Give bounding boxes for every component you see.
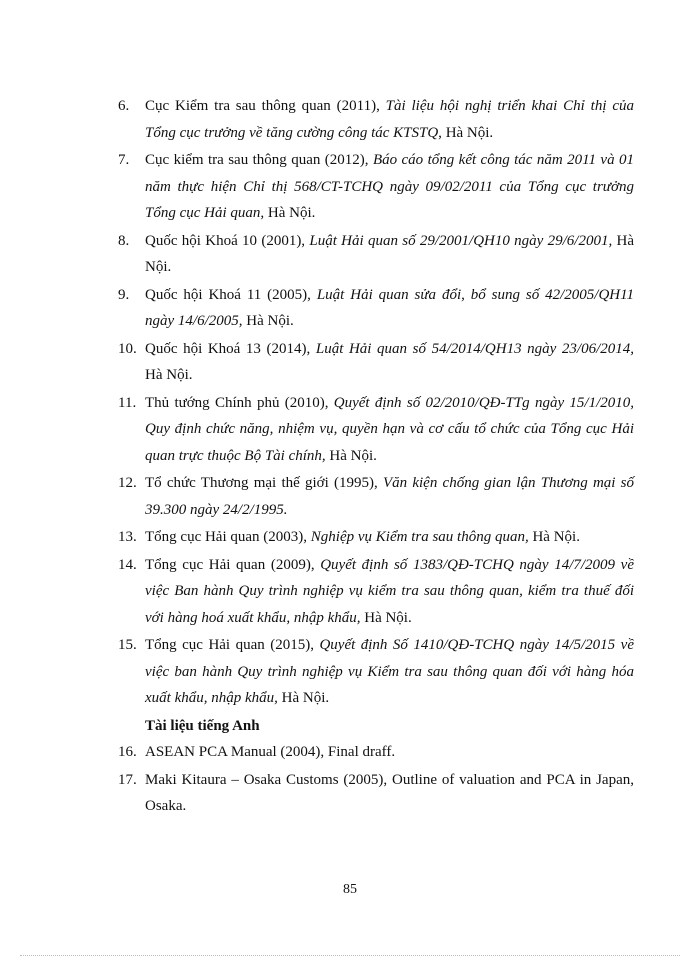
reference-author: Thủ tướng Chính phủ (2010),	[145, 394, 329, 411]
reference-item	[118, 470, 634, 523]
reference-item	[118, 228, 634, 281]
reference-number: 6.	[118, 98, 130, 114]
reference-title: Báo cáo tổng kết công tác năm 2011 và 01 năm thực hiện Chỉ thị 568/CT-TCHQ ngày 09/02/2011 của Tổng cục trưởng Tổng cục Hải quan,	[145, 152, 634, 221]
reference-item	[118, 524, 634, 551]
reference-item	[118, 739, 634, 766]
reference-title: Tài liệu hội nghị triển khai Chỉ thị của Tổng cục trưởng về tăng cường công tác KTSTQ,	[145, 98, 635, 141]
reference-item	[118, 632, 634, 712]
reference-item	[118, 147, 634, 227]
reference-place: Hà Nội.	[281, 690, 330, 706]
reference-author: Tổng cục Hải quan (2003),	[145, 529, 308, 545]
reference-item	[118, 767, 634, 820]
reference-place: Hà Nội.	[532, 529, 580, 545]
reference-text: Maki Kitaura – Osaka Customs (2005), Outline of valuation and PCA in Japan, Osaka.	[145, 771, 634, 814]
reference-number: 9.	[118, 286, 130, 303]
page-bottom-rule	[20, 955, 680, 956]
reference-number: 10.	[118, 340, 137, 357]
reference-number: 15.	[118, 637, 137, 653]
reference-place: Hà Nội.	[329, 447, 377, 464]
reference-list	[118, 93, 634, 821]
reference-author: Tổng cục Hải quan (2009),	[145, 556, 315, 573]
reference-author: Cục Kiểm tra sau thông quan (2011),	[145, 98, 380, 114]
reference-title: Quyết định số 02/2010/QĐ-TTg ngày 15/1/2010, Quy định chức năng, nhiệm vụ, quyền hạn và cơ cấu tổ chức của Tổng cục Hải quan trực thuộc Bộ Tài chính,	[145, 394, 634, 464]
reference-item	[118, 282, 634, 335]
reference-place: Hà Nội.	[445, 124, 494, 141]
reference-number: 17.	[118, 771, 137, 788]
reference-author: Tổ chức Thương mại thế giới (1995),	[145, 475, 378, 491]
reference-number: 7.	[118, 152, 130, 168]
reference-place: Hà Nội.	[145, 367, 193, 383]
reference-number: 12.	[118, 475, 137, 491]
reference-place: Hà Nội.	[246, 313, 294, 329]
reference-place: Hà Nội.	[145, 232, 635, 275]
reference-title: Luật Hải quan số 29/2001/QH10 ngày 29/6/2001,	[309, 232, 613, 249]
reference-title: Luật Hải quan số 54/2014/QH13 ngày 23/06/2014,	[315, 340, 635, 357]
reference-number: 11.	[118, 394, 137, 411]
reference-author: Quốc hội Khoá 11 (2005),	[145, 286, 311, 303]
reference-item	[118, 336, 634, 389]
reference-number: 13.	[118, 529, 137, 545]
reference-author: Tổng cục Hải quan (2015),	[145, 637, 314, 653]
reference-title: Nghiệp vụ Kiểm tra sau thông quan,	[310, 529, 529, 545]
reference-title: Quyết định số 1383/QĐ-TCHQ ngày 14/7/2009 về việc Ban hành Quy trình nghiệp vụ kiểm tra sau thông quan, kiểm tra thuế đối với hàng hoá xuất khẩu, nhập khẩu,	[145, 556, 634, 626]
reference-title: Quyết định Số 1410/QĐ-TCHQ ngày 14/5/2015 về việc ban hành Quy trình nghiệp vụ Kiểm tra sau thông quan đối với hàng hóa xuất khẩu, nhập khẩu,	[145, 637, 634, 706]
reference-item	[118, 93, 634, 146]
reference-text: ASEAN PCA Manual (2004), Final draff.	[145, 744, 396, 760]
reference-author: Cục kiểm tra sau thông quan (2012),	[145, 152, 369, 168]
reference-place: Hà Nội.	[267, 205, 316, 221]
reference-title: Văn kiện chống gian lận Thương mại số 39.300 ngày 24/2/1995.	[145, 475, 635, 518]
reference-author: Quốc hội Khoá 13 (2014),	[145, 340, 311, 357]
reference-author: Quốc hội Khoá 10 (2001),	[145, 232, 306, 249]
reference-number: 16.	[118, 744, 137, 760]
reference-item	[118, 390, 634, 470]
reference-number: 14.	[118, 556, 137, 573]
reference-item	[118, 552, 634, 632]
reference-title: Luật Hải quan sửa đổi, bổ sung số 42/2005/QH11 ngày 14/6/2005,	[145, 286, 634, 329]
reference-number: 8.	[118, 232, 130, 249]
section-heading: Tài liệu tiếng Anh	[145, 717, 260, 734]
reference-place: Hà Nội.	[364, 609, 412, 626]
page-number: 85	[343, 882, 357, 897]
